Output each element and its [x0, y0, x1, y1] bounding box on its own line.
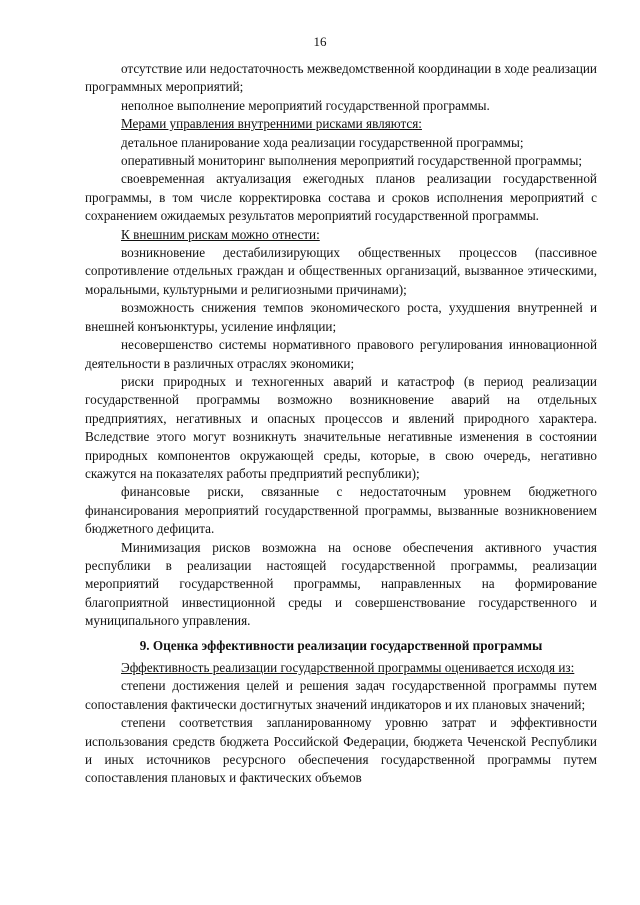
page-number: 16 [313, 34, 327, 49]
section-heading: 9. Оценка эффективности реализации государственной программы [139, 637, 543, 653]
paragraph-underlined-heading [85, 226, 597, 244]
paragraph: риски природных и техногенных аварий и катастроф (в период реализации государственной программы возможно возникновение аварий на отдельных предприятиях, негативных и опасных процессов и явлений природного характера. Вследствие этого могут возникнуть значительные негативные изменения в состоянии природных компонентов окружающей среды, которые, в свою очередь, негативно скажутся на показателях работы предприятий республики); [85, 373, 597, 481]
paragraph: степени достижения целей и решения задач государственной программы путем сопоставления фактически достигнутых значений индикаторов и их плановых значений; [85, 678, 597, 712]
underlined-text: К внешним рискам можно отнести: [121, 226, 320, 242]
paragraph: детальное планирование хода реализации государственной программы; [121, 134, 524, 150]
document-body [85, 60, 597, 788]
paragraph: Минимизация рисков возможна на основе обеспечения активного участия республики в реализации настоящей государственной программы, реализации мероприятий государственной программы, направленных на формирование благоприятной инвестиционной среды и совершенствование государственного и муниципального управления. [85, 539, 597, 629]
paragraph: своевременная актуализация ежегодных планов реализации государственной программы, в том числе корректировка состава и сроков исполнения мероприятий с сохранением ожидаемых результатов мероприятий государственной программы. [85, 171, 597, 224]
paragraph: неполное выполнение мероприятий государственной программы. [121, 97, 490, 113]
underlined-text: Эффективность реализации государственной программы оценивается исходя из: [121, 660, 575, 675]
paragraph: степени соответствия запланированному уровню затрат и эффективности использования средств бюджета Российской Федерации, бюджета Чеченской Республики и иных источников ресурсного обеспечения государственной программы путем сопоставления плановых и фактических объемов [85, 715, 597, 786]
paragraph: оперативный мониторинг выполнения мероприятий государственной программы; [121, 153, 583, 169]
paragraph: финансовые риски, связанные с недостаточным уровнем бюджетного финансирования мероприятий государственной программы, вызванные возникновением бюджетного дефицита. [85, 484, 597, 537]
paragraph: возможность снижения темпов экономического роста, ухудшения внутренней и внешней конъюнктуры, усиление инфляции; [85, 300, 597, 334]
paragraph-underlined-heading [85, 659, 597, 677]
underlined-text: Мерами управления внутренними рисками являются: [121, 116, 422, 132]
paragraph-underlined-heading [85, 115, 597, 133]
paragraph: возникновение дестабилизирующих общественных процессов (пассивное сопротивление отдельных граждан и общественных организаций, вызванное этическими, моральными, культурными и религиозными причинами); [85, 245, 597, 297]
paragraph: несовершенство системы нормативного правового регулирования инновационной деятельности в различных отраслях экономики; [85, 337, 597, 371]
paragraph: отсутствие или недостаточность межведомственной координации в ходе реализации программных мероприятий; [85, 61, 597, 95]
